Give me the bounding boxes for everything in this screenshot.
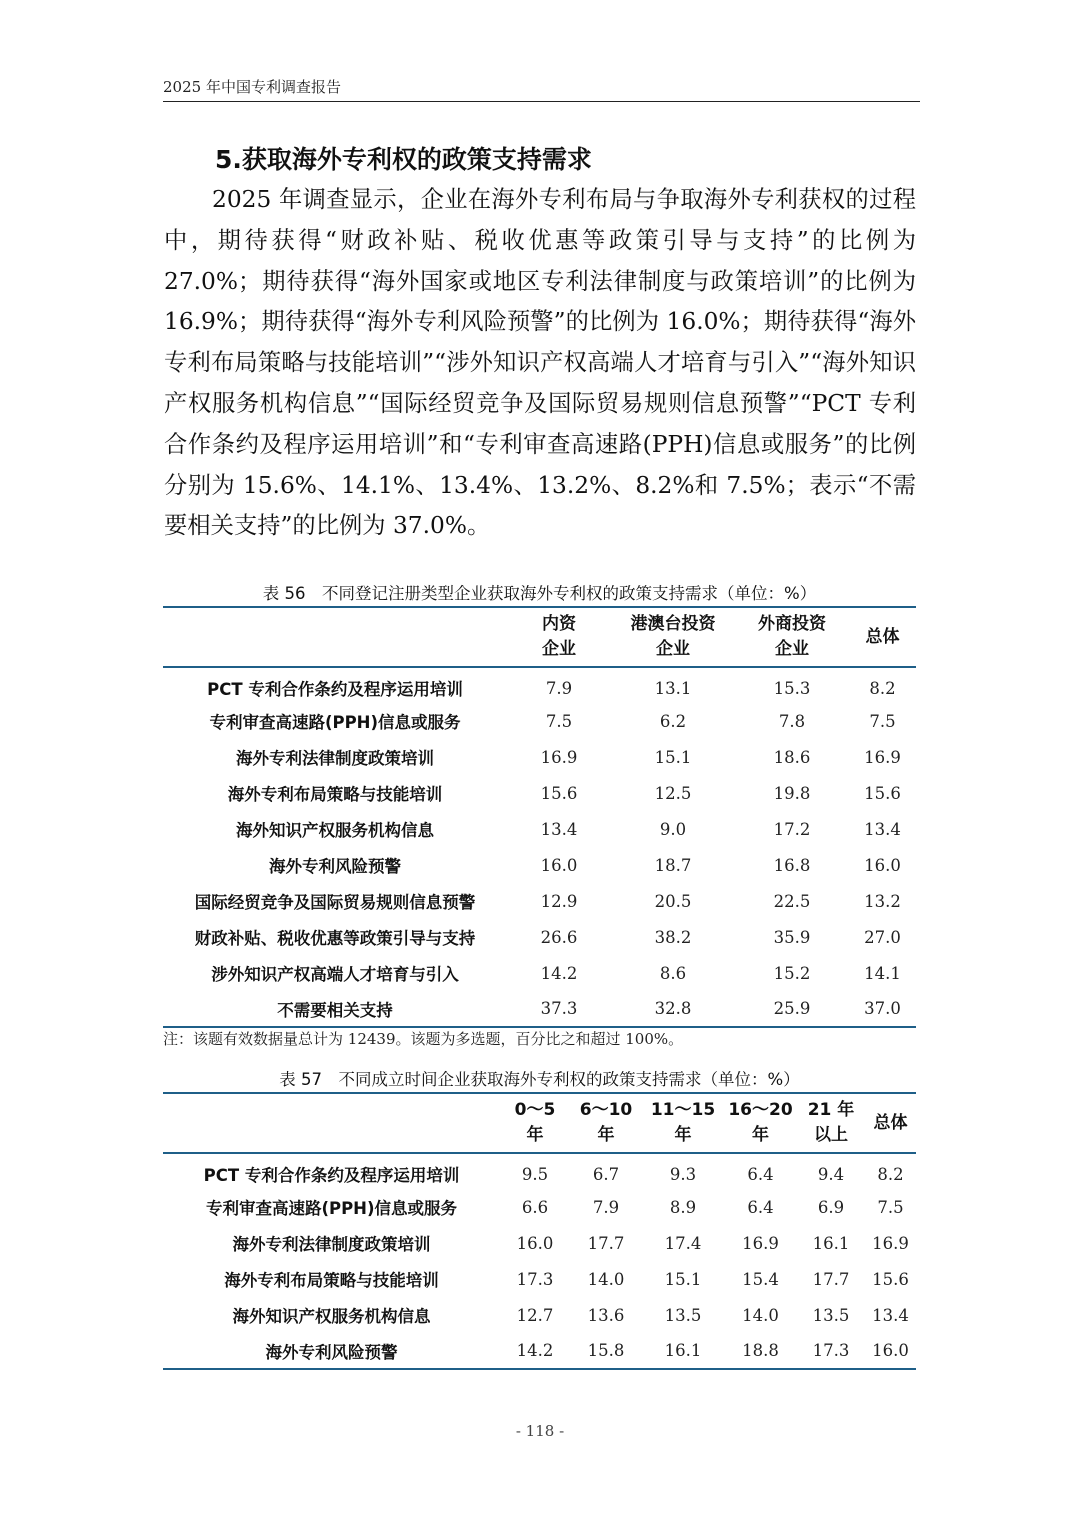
- table-57-row: [163, 1333, 916, 1369]
- header-line: 6～10: [579, 1100, 633, 1120]
- value-cell: 9.3: [669, 1164, 697, 1184]
- value-cell: 7.9: [545, 678, 573, 698]
- value-cell: 15.2: [773, 963, 811, 983]
- header-line: 年: [597, 1125, 615, 1145]
- value-cell: 12.5: [654, 783, 692, 803]
- value-cell: 22.5: [773, 891, 811, 911]
- table-57-header-cell: [642, 1093, 724, 1153]
- value-cell: 14.1: [864, 963, 901, 983]
- row-label: 海外专利布局策略与技能培训: [227, 785, 443, 804]
- row-label: 海外专利布局策略与技能培训: [224, 1271, 439, 1290]
- value-cell: 14.2: [540, 963, 578, 983]
- row-label: 专利审查高速路(PPH)信息或服务: [209, 713, 461, 732]
- value-cell: 15.6: [540, 783, 578, 803]
- header-line: 总体: [873, 1112, 908, 1133]
- row-label: 海外专利风险预警: [265, 1342, 398, 1362]
- table-56-caption: 表 56 不同登记注册类型企业获取海外专利权的政策支持需求（单位：%）: [262, 584, 817, 603]
- value-cell: 13.5: [664, 1305, 702, 1325]
- table-56-header-row: [163, 607, 916, 667]
- section-heading: 5.获取海外专利权的政策支持需求: [215, 145, 592, 174]
- table-56-row: [163, 811, 916, 847]
- table-56-note: 注：该题有效数据量总计为 12439。该题为多选题，百分比之和超过 100%。: [163, 1030, 684, 1048]
- value-cell: 38.2: [654, 927, 692, 947]
- row-label: 海外专利法律制度政策培训: [236, 749, 434, 768]
- value-cell: 17.7: [812, 1269, 850, 1289]
- value-cell: 17.7: [587, 1233, 625, 1253]
- value-cell: 13.4: [864, 819, 901, 839]
- value-cell: 6.4: [747, 1164, 774, 1184]
- table-56-row: [163, 883, 916, 919]
- header-line: 以上: [814, 1125, 848, 1145]
- value-cell: 6.2: [659, 711, 687, 731]
- table-57: [163, 1092, 916, 1370]
- header-line: 11～15: [650, 1100, 716, 1120]
- value-cell: 16.1: [812, 1233, 850, 1253]
- value-cell: 37.0: [864, 999, 901, 1018]
- page-number: - 118 -: [515, 1422, 565, 1440]
- value-cell: 20.5: [654, 891, 692, 911]
- header-line: 年: [674, 1125, 692, 1145]
- header-line: 企业: [775, 639, 809, 659]
- table-57-header-blank: [163, 1093, 500, 1153]
- value-cell: 15.1: [664, 1269, 702, 1289]
- value-cell: 15.6: [872, 1269, 909, 1289]
- value-cell: 16.9: [872, 1233, 909, 1253]
- row-label: 不需要相关支持: [277, 1000, 393, 1020]
- value-cell: 13.4: [540, 819, 578, 839]
- value-cell: 27.0: [864, 927, 901, 947]
- value-cell: 13.4: [872, 1305, 909, 1325]
- value-cell: 8.6: [659, 963, 687, 983]
- row-label: 国际经贸竞争及国际贸易规则信息预警: [194, 893, 476, 912]
- row-label: 涉外知识产权高端人才培育与引入: [211, 965, 459, 984]
- value-cell: 13.1: [654, 678, 692, 698]
- table-56-body: [163, 667, 916, 1027]
- table-57-row: [163, 1261, 916, 1297]
- table-57-header-cell: [570, 1093, 642, 1153]
- table-57-row: [163, 1297, 916, 1333]
- value-cell: 7.5: [545, 711, 573, 731]
- value-cell: 17.2: [773, 819, 811, 839]
- table-56-row: [163, 847, 916, 883]
- row-label: 专利审查高速路(PPH)信息或服务: [205, 1199, 458, 1218]
- value-cell: 13.6: [587, 1305, 625, 1325]
- value-cell: 16.9: [864, 747, 901, 767]
- header-line: 年: [752, 1125, 769, 1145]
- value-cell: 17.3: [812, 1341, 850, 1360]
- table-56-row: [163, 667, 916, 703]
- value-cell: 16.0: [540, 855, 578, 875]
- value-cell: 8.2: [869, 678, 896, 698]
- table-57-header-cell: [724, 1093, 797, 1153]
- value-cell: 18.8: [742, 1341, 779, 1360]
- table-56-header-blank: [163, 607, 507, 667]
- header-line: 企业: [656, 639, 690, 659]
- running-header: 2025 年中国专利调查报告: [163, 76, 920, 102]
- table-56-row: [163, 775, 916, 811]
- table-57-header-row: [163, 1093, 916, 1153]
- header-line: 港澳台投资: [630, 614, 716, 634]
- value-cell: 18.6: [773, 747, 811, 767]
- value-cell: 15.8: [587, 1341, 625, 1360]
- value-cell: 15.6: [864, 783, 901, 803]
- header-line: 年: [526, 1125, 544, 1145]
- value-cell: 7.8: [778, 711, 806, 731]
- value-cell: 13.2: [864, 891, 901, 911]
- table-56-header-cell: [735, 607, 849, 667]
- table-56-row: [163, 919, 916, 955]
- value-cell: 9.5: [521, 1164, 549, 1184]
- table-56-header-cell: [507, 607, 611, 667]
- value-cell: 17.4: [664, 1233, 702, 1253]
- value-cell: 12.9: [540, 891, 578, 911]
- value-cell: 14.0: [742, 1305, 779, 1325]
- value-cell: 16.9: [540, 747, 578, 767]
- body-paragraph: 2025 年调查显示，企业在海外专利布局与争取海外专利获权的过程中，期待获得“财政补贴、税收优惠等政策引导与支持”的比例为 27.0%；期待获得“海外国家或地区专利法律制度与政策培训”的比例为 16.9%；期待获得“海外专利风险预警”的比例为 16.0%；期待获得“海外专利布局策略与技能培训”“涉外知识产权高端人才培育与引入”“海外知识产权服务机构信息”“国际经贸竞争及国际贸易规则信息预警”“PCT 专利合作条约及程序运用培训”和“专利审查高速路(PPH)信息或服务”的比例分别为 15.6%、14.1%、13.4%、13.2%、8.2%和 7.5%；表示“不需要相关支持”的比例为 37.0%。: [164, 186, 916, 540]
- row-label: 海外知识产权服务机构信息: [236, 821, 434, 840]
- header-line: 21 年: [807, 1100, 855, 1120]
- value-cell: 9.4: [817, 1164, 845, 1184]
- header-line: 内资: [542, 614, 576, 634]
- value-cell: 26.6: [540, 927, 578, 947]
- table-56-row: [163, 991, 916, 1027]
- value-cell: 15.1: [654, 747, 692, 767]
- table-57-row: [163, 1189, 916, 1225]
- row-label: 海外知识产权服务机构信息: [232, 1307, 431, 1326]
- table-57-body: [163, 1153, 916, 1369]
- table-57-row: [163, 1225, 916, 1261]
- row-label: PCT 专利合作条约及程序运用培训: [207, 680, 463, 699]
- table-56-header-cell: [611, 607, 735, 667]
- header-line: 总体: [865, 626, 900, 647]
- table-57-header-cell: [797, 1093, 865, 1153]
- value-cell: 16.0: [872, 1341, 909, 1360]
- value-cell: 6.9: [817, 1197, 845, 1217]
- value-cell: 15.3: [773, 678, 811, 698]
- value-cell: 7.5: [869, 711, 896, 731]
- value-cell: 14.0: [587, 1269, 625, 1289]
- table-57-header-cell: [865, 1093, 916, 1153]
- value-cell: 16.8: [773, 855, 811, 875]
- value-cell: 18.7: [654, 855, 692, 875]
- value-cell: 9.0: [659, 819, 687, 839]
- table-56-row: [163, 703, 916, 739]
- value-cell: 16.0: [864, 855, 901, 875]
- value-cell: 25.9: [773, 999, 811, 1018]
- value-cell: 7.5: [877, 1197, 904, 1217]
- value-cell: 16.1: [664, 1341, 702, 1360]
- value-cell: 12.7: [516, 1305, 554, 1325]
- value-cell: 19.8: [773, 783, 811, 803]
- table-57-caption: 表 57 不同成立时间企业获取海外专利权的政策支持需求（单位：%）: [279, 1070, 800, 1089]
- value-cell: 32.8: [654, 999, 692, 1018]
- row-label: PCT 专利合作条约及程序运用培训: [203, 1166, 460, 1185]
- value-cell: 8.9: [669, 1197, 697, 1217]
- header-line: 0～5: [514, 1100, 556, 1120]
- value-cell: 35.9: [773, 927, 811, 947]
- value-cell: 7.9: [592, 1197, 620, 1217]
- value-cell: 16.0: [516, 1233, 554, 1253]
- row-label: 海外专利法律制度政策培训: [232, 1235, 431, 1254]
- table-56-row: [163, 739, 916, 775]
- value-cell: 14.2: [516, 1341, 554, 1360]
- table-56-header-cell: [849, 607, 916, 667]
- table-57-row: [163, 1153, 916, 1189]
- value-cell: 6.7: [592, 1164, 620, 1184]
- row-label: 财政补贴、税收优惠等政策引导与支持: [194, 929, 476, 948]
- value-cell: 8.2: [877, 1164, 904, 1184]
- value-cell: 17.3: [516, 1269, 554, 1289]
- value-cell: 6.4: [747, 1197, 774, 1217]
- value-cell: 13.5: [812, 1305, 850, 1325]
- table-57-header-cell: [500, 1093, 570, 1153]
- table-56: [163, 606, 916, 1028]
- table-56-row: [163, 955, 916, 991]
- header-line: 企业: [542, 639, 576, 659]
- value-cell: 37.3: [540, 999, 578, 1018]
- header-line: 外商投资: [758, 614, 826, 634]
- value-cell: 16.9: [742, 1233, 779, 1253]
- value-cell: 15.4: [742, 1269, 779, 1289]
- value-cell: 6.6: [521, 1197, 549, 1217]
- header-line: 16～20: [728, 1100, 793, 1120]
- row-label: 海外专利风险预警: [269, 857, 401, 876]
